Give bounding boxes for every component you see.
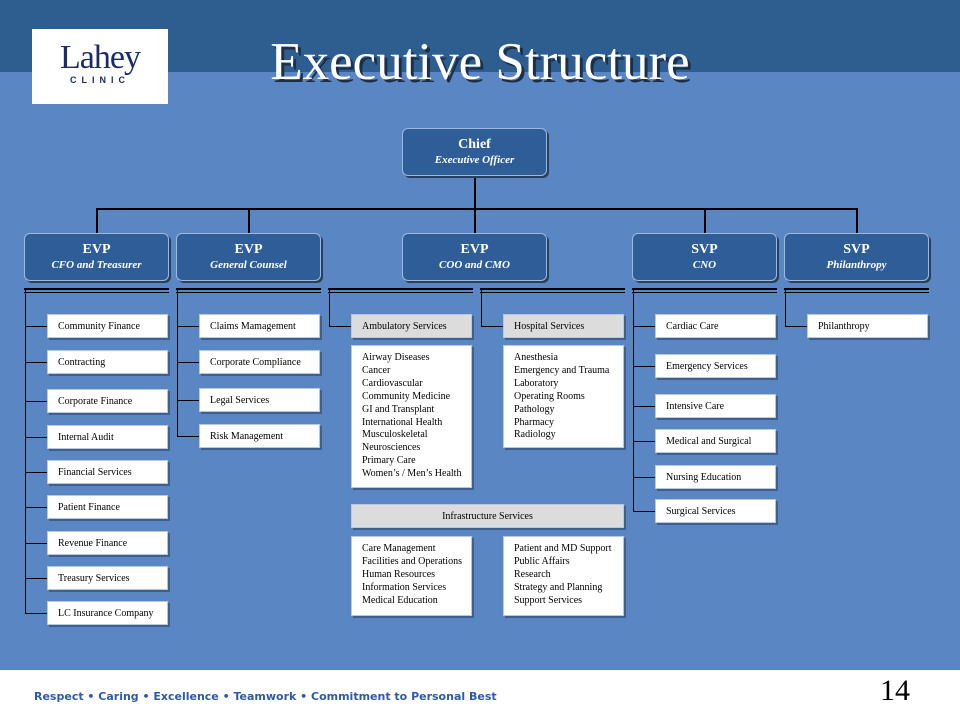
section-bar [176,292,321,293]
list-item: Cardiovascular [362,377,423,389]
exec-role: Philanthropy [826,259,887,271]
list-item: Primary Care [362,455,416,467]
connector [633,511,655,512]
connector [633,326,655,327]
connector [25,613,47,614]
exec-box-cfo [24,233,169,281]
group-header-label: Hospital Services [514,320,585,332]
connector [25,543,47,544]
section-bar [480,288,625,290]
page-title: Executive Structure [270,33,690,91]
ceo-title: Chief [458,137,491,152]
unit-box [199,350,320,374]
unit-box [47,425,168,449]
exec-title: SVP [843,242,870,257]
section-bar [328,288,473,290]
unit-label: Community Finance [58,320,140,332]
exec-title: EVP [82,242,111,257]
exec-role: COO and CMO [439,259,510,271]
connector [177,436,199,437]
section-bar [784,288,929,290]
section-bar [24,292,169,293]
section-bar [480,292,625,293]
unit-box [655,465,776,489]
list-item: Public Affairs [514,555,570,567]
exec-role: CFO and Treasurer [51,259,142,271]
connector [856,208,858,234]
unit-label: Patient Finance [58,501,120,513]
list-item: Patient and MD Support [514,543,612,554]
section-bar [24,288,169,290]
connector [25,362,47,363]
section-bar [176,288,321,290]
connector [704,208,706,234]
ambulatory-services-header [351,314,472,338]
connector [474,177,476,209]
connector [248,208,250,234]
unit-label: Surgical Services [666,505,736,517]
list-item: Information Services [362,581,447,593]
list-item: Anesthesia [514,352,558,363]
connector [633,290,634,512]
section-bar [328,292,473,293]
list-item: Strategy and Planning [514,581,603,593]
connector [177,326,199,327]
unit-box [47,389,168,413]
unit-box [47,460,168,484]
connector [25,578,47,579]
connector [25,401,47,402]
connector [633,366,655,367]
connector [25,437,47,438]
logo-wordmark: Lahey [60,39,140,76]
exec-title: EVP [234,242,263,257]
unit-box [47,350,168,374]
list-item: Pharmacy [514,416,554,428]
ambulatory-services-list [351,345,472,488]
group-header-label: Infrastructure Services [442,510,533,522]
unit-label: Treasury Services [58,572,130,584]
hospital-services-header [503,314,624,338]
unit-box [655,394,776,418]
infrastructure-left-list [351,536,472,616]
list-item: Facilities and Operations [362,555,462,567]
connector [329,326,351,327]
unit-label: Corporate Finance [58,395,133,407]
exec-box-philanthropy [784,233,929,281]
ceo-role: Executive Officer [434,154,515,166]
ceo-box [402,128,547,176]
list-item: Community Medicine [362,390,451,402]
connector [25,290,26,614]
list-item: Musculoskeletal [362,429,428,441]
unit-box [199,424,320,448]
list-item: Neurosciences [362,442,421,454]
hospital-services-list [503,345,624,448]
logo-subtext: CLINIC [70,75,130,85]
section-bar [632,292,777,293]
list-item: Operating Rooms [514,390,585,402]
list-item: Airway Diseases [362,352,430,363]
unit-label: Claims Mamagement [210,320,296,332]
unit-box [47,314,168,338]
exec-title: SVP [691,242,718,257]
exec-box-general-counsel [176,233,321,281]
unit-label: Intensive Care [666,400,725,412]
exec-title: EVP [460,242,489,257]
list-item: Emergency and Trauma [514,364,610,376]
unit-label: Nursing Education [666,471,742,483]
unit-box [47,531,168,555]
connector [177,362,199,363]
list-item: Research [514,568,551,580]
connector [481,290,482,327]
list-item: Human Resources [362,568,436,580]
connector [481,326,503,327]
exec-role: General Counsel [210,259,287,271]
lahey-clinic-logo [32,29,168,104]
connector [177,400,199,401]
infrastructure-services-header [351,504,624,528]
unit-label: Medical and Surgical [666,435,752,447]
unit-label: Corporate Compliance [210,356,301,368]
unit-label: Revenue Finance [58,537,128,549]
connector [96,208,858,210]
connector [633,406,655,407]
list-item: Pathology [514,403,555,415]
unit-label: Contracting [58,356,106,368]
connector [177,290,178,437]
unit-label: Internal Audit [58,431,114,443]
list-item: GI and Transplant [362,403,435,415]
list-item: Women’s / Men’s Health [362,468,462,480]
section-bar [784,292,929,293]
exec-box-coo [402,233,547,281]
connector [25,507,47,508]
connector [785,326,807,327]
exec-box-cno [632,233,777,281]
list-item: Care Management [362,543,436,554]
unit-box [199,388,320,412]
unit-label: Financial Services [58,466,132,478]
unit-label: Emergency Services [666,360,748,372]
list-item: Cancer [362,364,391,376]
list-item: Medical Education [362,594,438,606]
connector [329,290,330,327]
connector [474,208,476,234]
group-header-label: Ambulatory Services [362,320,447,332]
values-tagline: Respect • Caring • Excellence • Teamwork • Commitment to Personal Best [34,690,497,703]
connector [25,326,47,327]
unit-box [655,499,776,523]
connector [633,477,655,478]
unit-label: Cardiac Care [666,320,719,332]
list-item: Support Services [514,594,583,606]
unit-label: Philanthropy [818,320,870,332]
unit-label: Risk Management [210,430,284,442]
unit-box [199,314,320,338]
connector [633,441,655,442]
page-number: 14 [880,674,910,707]
list-item: Radiology [514,429,556,441]
connector [785,290,786,327]
unit-label: LC Insurance Company [58,607,154,619]
list-item: International Health [362,416,443,428]
section-bar [632,288,777,290]
unit-box [655,354,776,378]
exec-role: CNO [692,259,717,271]
unit-label: Legal Services [210,394,270,406]
list-item: Laboratory [514,377,559,389]
connector [25,472,47,473]
unit-box [807,314,928,338]
infrastructure-right-list [503,536,624,616]
connector [96,208,98,234]
unit-box [47,495,168,519]
unit-box [655,429,776,453]
unit-box [47,566,168,590]
unit-box [47,601,168,625]
unit-box [655,314,776,338]
